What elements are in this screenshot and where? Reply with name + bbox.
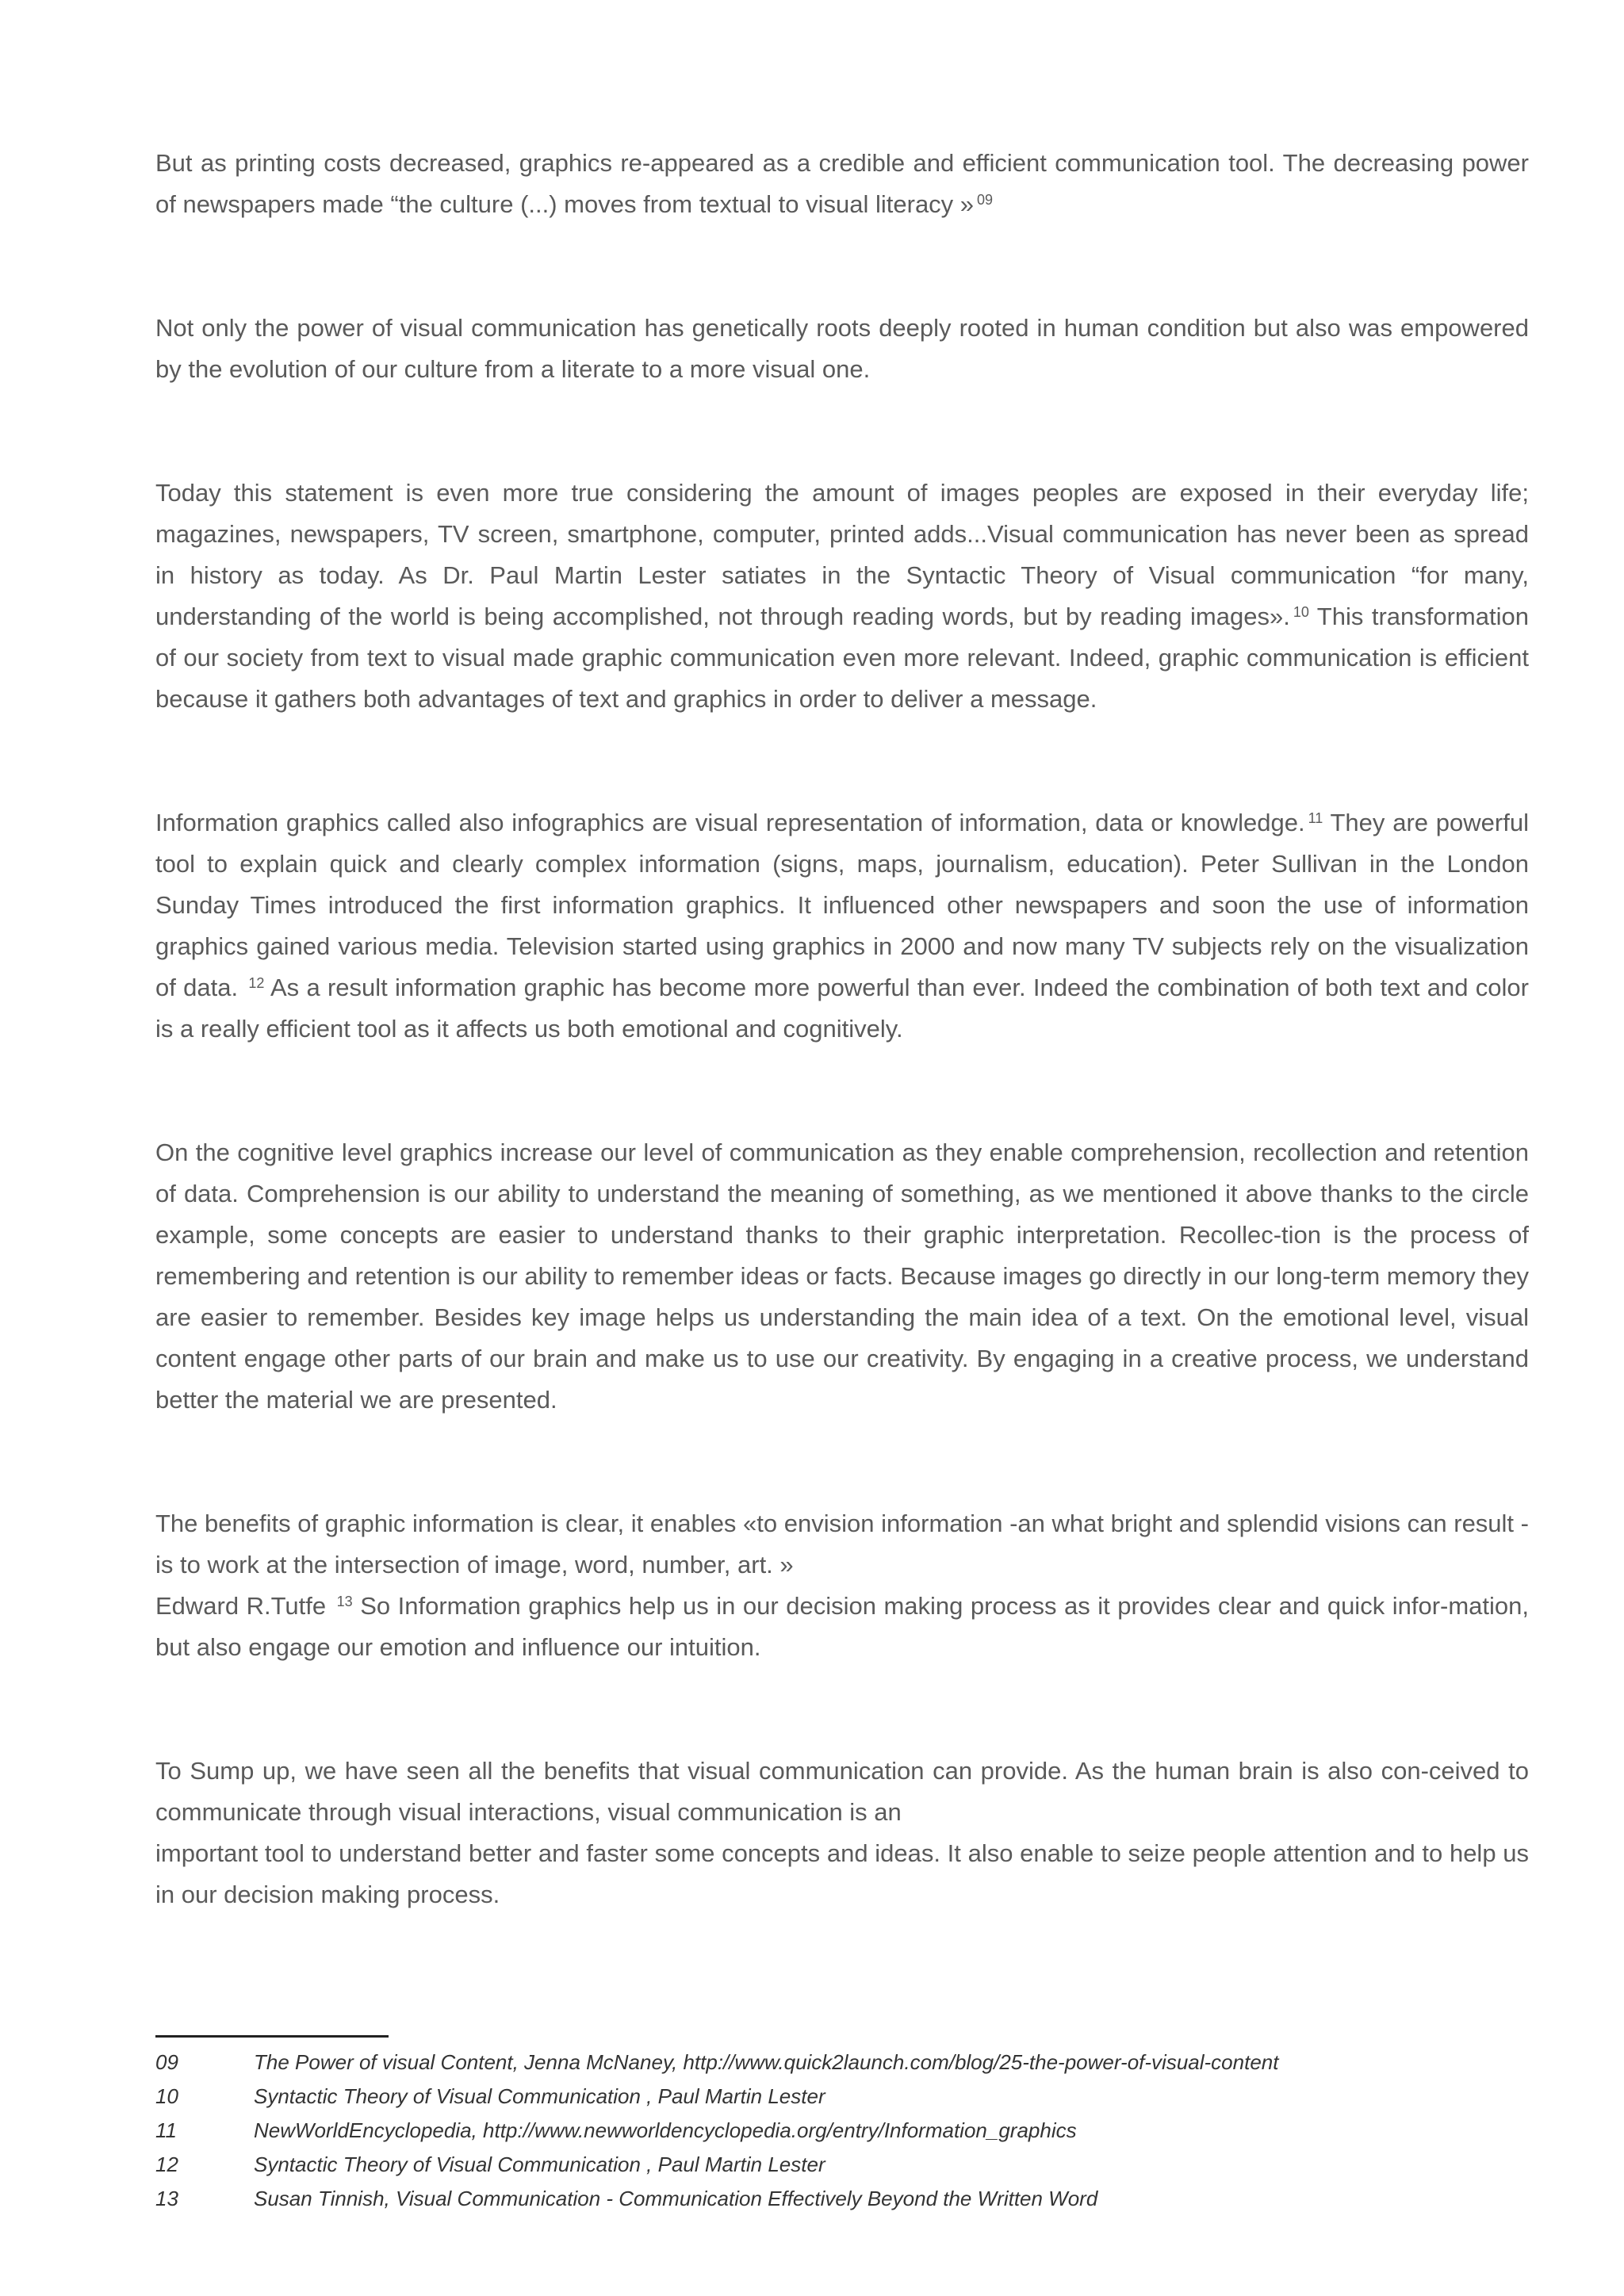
- paragraph-benefits: [155, 1503, 1529, 1668]
- paragraph-cognitive-level: [155, 1132, 1529, 1421]
- paragraph-text: Information graphics called also infographics are visual representation of information, data or knowledge.: [155, 809, 1305, 836]
- paragraph-text: The benefits of graphic information is clear, it enables «to envision information -an what bright and splendid visions can result -is to work at the intersection of image, word, number, art. »: [155, 1510, 1529, 1578]
- paragraph-images-everyday: [155, 473, 1529, 720]
- footnote-text: The Power of visual Content, Jenna McNaney, http://www.quick2launch.com/blog/25-the-power-of-visual-content: [254, 2050, 1279, 2074]
- footnote-item: [155, 2080, 1529, 2114]
- footnote-number: 09: [155, 2050, 178, 2074]
- footnote-item: [155, 2045, 1529, 2080]
- paragraph-text: important tool to understand better and faster some concepts and ideas. It also enable to seize people attention and to help us in our decision making process.: [155, 1839, 1529, 1908]
- footnote-item: [155, 2114, 1529, 2148]
- paragraph-printing-costs: [155, 143, 1529, 225]
- footnote-divider: [155, 2035, 389, 2038]
- footnote-item: [155, 2182, 1529, 2216]
- footnote-text: NewWorldEncyclopedia, http://www.newworldencyclopedia.org/entry/Information_graphics: [254, 2118, 1077, 2142]
- paragraph-text: Today this statement is even more true considering the amount of images peoples are exposed in their everyday life; magazines, newspapers, TV screen, smartphone, computer, printed adds...Visual communication has never been as spread in history as today. As Dr. Paul Martin Lester satiates in the Syntactic Theory of Visual communication “for many, understanding of the world is being accomplished, not through reading words, but by reading images».: [155, 479, 1529, 630]
- paragraph-information-graphics: [155, 802, 1529, 1050]
- footnote-number: 13: [155, 2187, 178, 2210]
- paragraph-text: Not only the power of visual communication has genetically roots deeply rooted in human condition but also was empowered by the evolution of our culture from a literate to a more visual one.: [155, 314, 1529, 383]
- paragraph-text: On the cognitive level graphics increase our level of communication as they enable comprehension, recollection and retention of data. Comprehension is our ability to understand the meaning of something, as we mentioned it above thanks to the circle example, some concepts are easier to understand thanks to their graphic interpretation. Recollec-tion is the process of remembering and retention is our ability to remember ideas or facts. Because images go directly in our long-term memory they are easier to remember. Besides key image helps us understanding the main idea of a text. On the emotional level, visual content engage other parts of our brain and make us to use our creativity. By engaging in a creative process, we understand better the material we are presented.: [155, 1138, 1529, 1414]
- footnote-number: 10: [155, 2084, 178, 2108]
- footnote-text: Susan Tinnish, Visual Communication - Communication Effectively Beyond the Written Word: [254, 2187, 1098, 2210]
- paragraph-text: Edward R.Tutfe: [155, 1592, 327, 1620]
- footnote-reference: 12: [248, 975, 265, 991]
- footnote-reference: 13: [336, 1594, 353, 1609]
- paragraph-text: But as printing costs decreased, graphics re-appeared as a credible and efficient communication tool. The decreasing power of newspapers made “the culture (...) moves from textual to visual literacy »: [155, 149, 1529, 218]
- paragraph-text: As a result information graphic has become more powerful than ever. Indeed the combination of both text and color is a really efficient tool as it affects us both emotional and cognitively.: [155, 974, 1529, 1043]
- paragraph-visual-culture: [155, 308, 1529, 390]
- paragraph-text: So Information graphics help us in our decision making process as it provides clear and quick infor-mation, but also engage our emotion and influence our intuition.: [155, 1592, 1529, 1661]
- footnote-text: Syntactic Theory of Visual Communication , Paul Martin Lester: [254, 2152, 825, 2176]
- footnote-text: Syntactic Theory of Visual Communication , Paul Martin Lester: [254, 2084, 825, 2108]
- footnote-reference: 11: [1308, 810, 1323, 826]
- paragraph-text: They are powerful tool to explain quick and clearly complex information (signs, maps, journalism, education). Peter Sullivan in the London Sunday Times introduced the first information graphics. It influenced other newspapers and soon the use of information graphics gained various media. Television started using graphics in 2000 and now many TV subjects rely on the visualization of data.: [155, 809, 1529, 1001]
- footnotes: [155, 2045, 1529, 2216]
- paragraph-text: To Sump up, we have seen all the benefits that visual communication can provide. As the human brain is also con-ceived to communicate through visual interactions, visual communication is an: [155, 1757, 1529, 1826]
- footnote-item: [155, 2148, 1529, 2182]
- paragraph-text: This transformation of our society from text to visual made graphic communication even more relevant. Indeed, graphic communication is efficient because it gathers both advantages of text and graphics in order to deliver a message.: [155, 603, 1529, 713]
- footnote-reference: 09: [977, 192, 994, 208]
- paragraph-conclusion: [155, 1751, 1529, 1915]
- footnote-reference: 10: [1293, 604, 1309, 620]
- body-text: [155, 143, 1529, 1915]
- footnote-number: 12: [155, 2152, 178, 2176]
- footnote-number: 11: [155, 2118, 177, 2142]
